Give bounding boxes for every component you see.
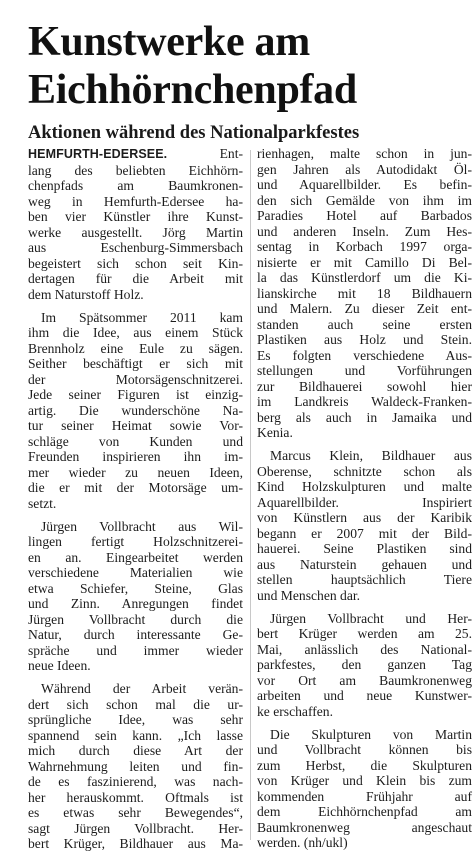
text-line: und anderen Inseln. Zum Hes- <box>257 223 472 239</box>
text-line: spannend sein kann. „Ich lasse <box>28 727 243 743</box>
subheadline: Aktionen während des Nationalparkfestes <box>28 123 360 143</box>
text-line: lingen fertigt Holzschnitzerei- <box>28 534 243 549</box>
text-line: lang des beliebten Eichhörn- <box>28 162 243 178</box>
text-line: dem Naturstoff Holz. <box>28 286 144 302</box>
text-line: und Malern. Zu dieser Zeit ent- <box>257 301 472 316</box>
text-line: mich durch diese Art der <box>28 743 243 758</box>
text-line: von Künstlern aus der Karibik <box>257 510 472 525</box>
text-line: es etwas sehr Bewegendes“, <box>28 805 243 820</box>
text-line: werke ausgestellt. Jörg Martin <box>28 224 243 240</box>
text-line: tur seiner Heimat sowie Vor- <box>28 418 243 433</box>
paragraph-gap <box>257 441 472 449</box>
headline-line-1: Kunstwerke am <box>28 19 310 65</box>
text-line: Baumkronenweg angeschaut <box>257 819 472 835</box>
text-line: und Aquarellbilder. Es befin- <box>257 177 472 192</box>
text-line: Freunden inspirieren ihn im- <box>28 449 243 464</box>
text-line: sentag in Korbach 1997 orga- <box>257 239 472 254</box>
text-line: schläge von Kunden und <box>28 433 243 449</box>
text-line: setzt. <box>28 495 57 511</box>
paragraph-gap <box>28 302 243 310</box>
text-line: parkfestes, den ganzen Tag <box>257 657 472 672</box>
text-line: Wahrnehmung leiten und fin- <box>28 758 243 774</box>
text-line: Jede seiner Figuren ist einzig- <box>28 387 243 402</box>
text-line: Während der Arbeit verän- <box>41 681 243 696</box>
text-line: Kenia. <box>257 425 293 440</box>
text-line: berg als auch in Jamaika und <box>257 409 472 425</box>
text-line: und Menschen dar. <box>257 587 361 603</box>
text-line: Marcus Klein, Bildhauer aus <box>270 448 472 463</box>
text-line: nisierte er mit Camillo Di Bel- <box>257 254 472 270</box>
text-line: den sich Gemälde von ihm im <box>257 192 472 208</box>
text-line: verschiedene Materialien wie <box>28 565 243 580</box>
text-line: im Landkreis Waldeck-Franken- <box>257 394 472 409</box>
text-line: Im Spätsommer 2011 kam <box>41 309 243 325</box>
text-line: aus Naturstein gehauen und <box>257 556 472 572</box>
text-line: stellungen und Vorführungen <box>257 363 472 378</box>
paragraph-gap <box>28 511 243 519</box>
text-fragment: Ent- <box>219 146 243 161</box>
text-line: der Motorsägenschnitzerei. <box>28 371 243 387</box>
text-line: Jürgen Vollbracht durch die <box>28 611 243 627</box>
dateline: HEMFURTH-EDERSEE. <box>28 147 168 161</box>
text-line: dem Eichhörnchenpfad am <box>257 804 472 819</box>
headline <box>28 18 468 114</box>
text-line: von Krüger und Klein bis zum <box>257 773 472 788</box>
text-line: Paradies Hotel auf Barbados <box>257 208 472 223</box>
text-line: Es folgten verschiedene Aus- <box>257 347 472 363</box>
text-line: Mai, anlässlich des National- <box>257 641 472 657</box>
text-line: Die Skulpturen von Martin <box>270 726 472 742</box>
article-column-left <box>28 146 243 852</box>
text-line: etwa Schiefer, Steine, Glas <box>28 580 243 596</box>
text-line: la das Künstlerdorf um die Ki- <box>257 270 472 285</box>
text-line: Plastiken aus Holz und Stein. <box>257 332 472 347</box>
article-column-right <box>257 146 472 851</box>
text-line: ihm die Idee, aus einem Stück <box>28 325 243 340</box>
paragraph-gap <box>257 719 472 727</box>
text-line: dertagen für die Arbeit mit <box>28 271 243 286</box>
text-line: die er mit der Motorsäge um- <box>28 480 243 495</box>
text-line: ke erschaffen. <box>257 703 333 719</box>
text-line: Natur, durch interessante Ge- <box>28 627 243 642</box>
text-line: Oberense, schnitzte schon als <box>257 463 472 479</box>
text-line: aus Eschenburg-Simmersbach <box>28 240 243 255</box>
text-line: und Zinn. Anregungen findet <box>28 596 243 611</box>
text-line: artig. Die wunderschöne Na- <box>28 402 243 418</box>
text-line: gen Jahren als Autodidakt Öl- <box>257 161 472 177</box>
text-line: bert Krüger werden am 25. <box>257 626 472 641</box>
text-line: Kind Holzskulpturen und malte <box>257 479 472 494</box>
text-line: Aquarellbilder. Inspiriert <box>257 494 472 510</box>
text-line: spräche und immer wieder <box>28 642 243 658</box>
text-line: hauerei. Seine Plastiken sind <box>257 541 472 556</box>
text-line: Brennholz eine Eule zu sägen. <box>28 340 243 356</box>
text-line: rienhagen, malte schon in jun- <box>257 146 472 161</box>
text-line: ben vier Künstler ihre Kunst- <box>28 209 243 224</box>
text-line: chenpfads am Baumkronen- <box>28 178 243 193</box>
text-line: neue Ideen. <box>28 658 91 673</box>
text-line: sprüngliche Idee, was sehr <box>28 712 243 727</box>
text-line: begeistert sich schon seit Kin- <box>28 255 243 271</box>
text-line: en an. Eingearbeitet werden <box>28 549 243 565</box>
paragraph-gap <box>257 603 472 611</box>
text-line: werden. (nh/ukl) <box>257 835 348 850</box>
text-line: und Vollbracht können bis <box>257 742 472 757</box>
text-line: bert Krüger, Bildhauer aus Ma- <box>28 836 243 851</box>
text-line: Seither beschäftigt er sich mit <box>28 356 243 371</box>
headline-line-2: Eichhörnchenpfad <box>28 67 357 113</box>
text-line: zum Herbst, die Skulpturen <box>257 757 472 773</box>
text-line: vor Ort am Baumkronenweg <box>257 672 472 688</box>
text-line: her herauskommt. Oftmals ist <box>28 789 243 805</box>
text-line: Jürgen Vollbracht aus Wil- <box>41 518 243 534</box>
text-line: mer wieder zu neuen Ideen, <box>28 464 243 480</box>
text-line: begann er 2007 mit der Bild- <box>257 525 472 541</box>
paragraph-gap <box>28 674 243 682</box>
text-line: weg in Hemfurth-Edersee ha- <box>28 193 243 209</box>
text-line: de es faszinierend, was nach- <box>28 774 243 789</box>
text-line: zur Bildhauerei sowohl hier <box>257 378 472 394</box>
text-line: dert sich schon mal die ur- <box>28 696 243 712</box>
text-line: Jürgen Vollbracht und Her- <box>270 610 472 626</box>
text-line: stellen hauptsächlich Tiere <box>257 572 472 587</box>
text-line: kommenden Frühjahr auf <box>257 788 472 804</box>
text-line <box>28 146 243 163</box>
text-line: sagt Jürgen Vollbracht. Her- <box>28 820 243 836</box>
text-line: lianskirche mit 18 Bildhauern <box>257 285 472 301</box>
column-divider <box>250 150 251 840</box>
text-line: arbeiten und neue Kunstwer- <box>257 688 472 703</box>
text-line: standen auch seine ersten <box>257 316 472 332</box>
